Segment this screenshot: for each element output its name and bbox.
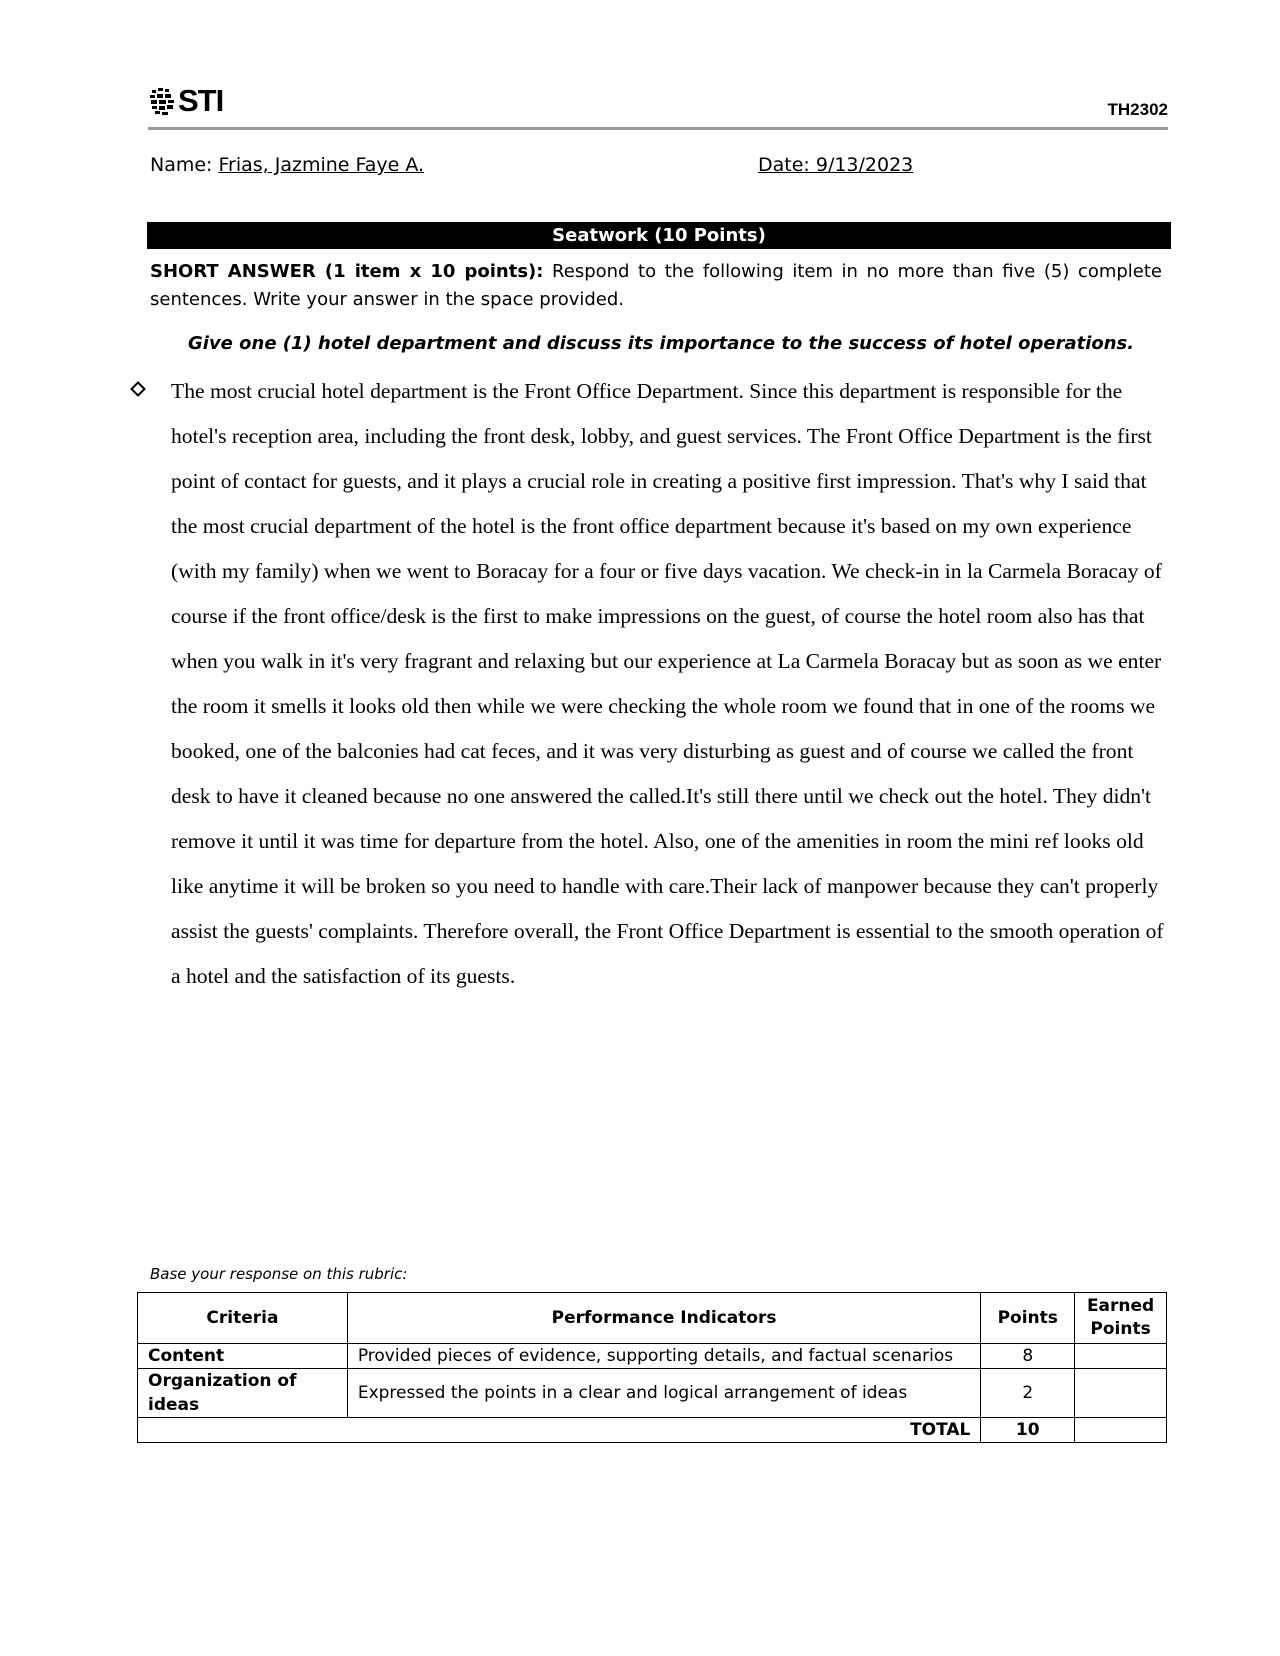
rubric-note: Base your response on this rubric: [150,1265,408,1283]
indicator-cell: Expressed the points in a clear and logical arrangement of ideas [347,1369,981,1418]
criteria-cell: Organization of ideas [138,1369,348,1418]
name-label: Name: [150,154,219,176]
seatwork-title: Seatwork (10 Points) [147,222,1171,249]
answer-text: The most crucial hotel department is the Front Office Department. Since this department is responsible for the hotel's reception area, including the front desk, lobby, and guest services. The Front Office Department is the first point of contact for guests, and it plays a crucial role in creating a positive first impression. That's why I said that the most crucial department of the hotel is the front office department because it's based on my own experience (with my family) when we went to Boracay for a four or five days vacation. We check-in in la Carmela Boracay of course if the front office/desk is the first to make impressions on the guest, of course the hotel room also has that when you walk in it's very fragrant and relaxing but our experience at La Carmela Boracay but as soon as we enter the room it smells it looks old then while we were checking the whole room we found that in one of the rooms we booked, one of the balconies had cat feces, and it was very disturbing as guest and of course we called the front desk to have it cleaned because no one answered the called.It's still there until we check out the hotel. They didn't remove it until it was time for departure from the hotel. Also, one of the amenities in room the mini ref looks old like anytime it will be broken so you need to handle with care.Their lack of manpower because they can't properly assist the guests' complaints. Therefore overall, the Front Office Department is essential to the smooth operation of a hotel and the satisfaction of its guests. [171,379,1164,988]
sti-logo [150,83,224,118]
header-points: Points [981,1293,1075,1344]
total-earned[interactable] [1075,1418,1167,1443]
globe-logo-icon [150,86,176,116]
indicator-cell: Provided pieces of evidence, supporting details, and factual scenarios [347,1344,981,1369]
rubric-header-row [138,1293,1167,1344]
instructions-text: Respond to the following item in no more than five (5) complete sentences. Write your answer in the space provided. [150,261,1163,310]
header-performance-indicators: Performance Indicators [347,1293,981,1344]
total-points: 10 [981,1418,1075,1443]
header-divider [148,127,1168,130]
name-field [150,154,424,176]
instructions [150,258,1162,314]
total-row [138,1418,1167,1443]
points-cell: 8 [981,1344,1075,1369]
table-row [138,1344,1167,1369]
question-prompt: Give one (1) hotel department and discuss its importance to the success of hotel operations. [188,333,1135,354]
header-earned-points: Earned Points [1075,1293,1167,1344]
document-code: TH2302 [1107,100,1168,119]
rubric-table [137,1292,1167,1443]
earned-cell[interactable] [1075,1369,1167,1418]
table-row [138,1369,1167,1418]
name-value: Frias, Jazmine Faye A. [218,154,425,176]
earned-cell[interactable] [1075,1344,1167,1369]
points-cell: 2 [981,1369,1075,1418]
header-criteria: Criteria [138,1293,348,1344]
total-label: TOTAL [138,1418,981,1443]
instructions-lead: SHORT ANSWER (1 item x 10 points): [150,261,544,282]
logo-text: STI [178,83,224,118]
criteria-cell: Content [138,1344,348,1369]
date-field: Date: 9/13/2023 [758,154,914,176]
diamond-bullet-icon [130,381,146,397]
